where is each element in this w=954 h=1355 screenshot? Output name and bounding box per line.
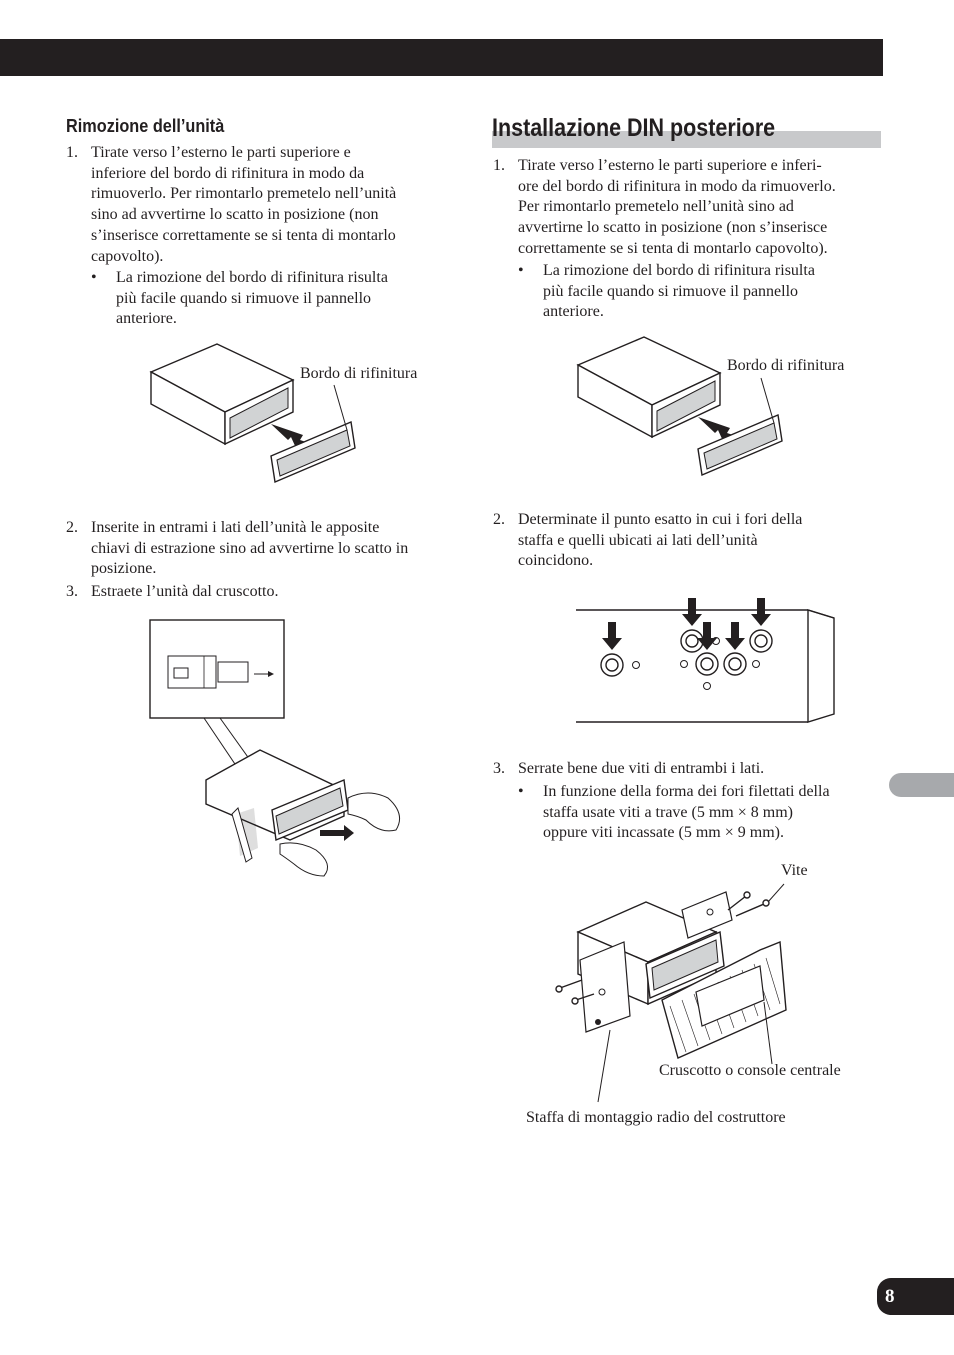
line: Inserite in entrami i lati dell’unità le apposite (91, 519, 380, 536)
line: anteriore. (116, 310, 177, 328)
line: correttamente se si tenta di montarlo capovolto). (518, 239, 828, 257)
step-text (91, 518, 408, 580)
dashboard-label: Cruscotto o console centrale (659, 1062, 841, 1079)
step-text: Estraete l’unità dal cruscotto. (91, 583, 279, 600)
step-number: 1. (493, 157, 505, 174)
removal-step-2 (66, 518, 466, 583)
line: La rimozione del bordo di rifinitura risulta (116, 269, 388, 286)
line: Tirate verso l’esterno le parti superiore e inferi- (518, 157, 822, 174)
removal-step-1 (66, 143, 466, 273)
step-text: Serrate bene due viti di entrambi i lati. (518, 760, 765, 777)
removal-bullet-1 (91, 268, 461, 333)
step-number: 2. (493, 511, 505, 528)
line: più facile quando si rimuove il pannello (543, 282, 799, 300)
line: Determinate il punto esatto in cui i fori della (518, 511, 803, 528)
line: avvertirne lo scatto in posizione (non s’inserisce (518, 219, 828, 237)
trim-ring-label-right: Bordo di rifinitura (727, 357, 845, 374)
line: In funzione della forma dei fori filettati della (543, 783, 830, 800)
header-bar (0, 39, 883, 76)
step-number: 2. (66, 519, 78, 536)
line: staffa usate viti a trave (5 mm × 8 mm) (543, 803, 793, 821)
hole-alignment-figure (576, 596, 838, 726)
step-text (518, 510, 802, 572)
step-number: 1. (66, 144, 78, 161)
line: capovolto). (91, 247, 164, 265)
trim-ring-label-left: Bordo di rifinitura (300, 365, 418, 382)
line: s’inserisce correttamente se si tenta di montarlo (91, 226, 396, 244)
line: La rimozione del bordo di rifinitura risulta (543, 262, 815, 279)
bullet-mark: • (518, 783, 524, 800)
step-text (91, 143, 396, 267)
line: rimuoverlo. Per rimontarlo premetelo nell’unità (91, 185, 397, 203)
line: inferiore del bordo di rifinitura in modo da (91, 164, 365, 182)
line: più facile quando si rimuove il pannello (116, 289, 372, 307)
extraction-keys-figure (148, 618, 418, 883)
line: coincidono. (518, 552, 594, 570)
step-number: 3. (493, 760, 505, 777)
din-bullet-1 (518, 261, 888, 326)
line: Per rimontarlo premetelo nell’unità sino ad (518, 198, 794, 216)
section-heading-removal: Rimozione dell’unità (66, 115, 225, 136)
din-step-2 (493, 510, 893, 575)
step-text (518, 156, 836, 260)
section-heading-din-rear: Installazione DIN posteriore (492, 114, 776, 142)
line: Tirate verso l’esterno le parti superiore e (91, 144, 351, 161)
line: posizione. (91, 560, 157, 578)
bullet-text (543, 782, 830, 844)
trim-ring-removal-figure (145, 340, 445, 495)
screw-label: Vite (781, 862, 808, 879)
step-number: 3. (66, 583, 78, 600)
din-step-3 (493, 759, 893, 781)
removal-step-3 (66, 582, 466, 604)
line: ore del bordo di rifinitura in modo da rimuoverlo. (518, 177, 836, 195)
line: staffa e quelli ubicati ai lati dell’unità (518, 531, 758, 549)
bullet-text (543, 261, 815, 323)
line: chiavi di estrazione sino ad avvertirne lo scatto in (91, 539, 409, 557)
din-bullet-3 (518, 782, 888, 847)
section-tab (889, 773, 954, 797)
page-number: 8 (877, 1278, 954, 1315)
bullet-mark: • (518, 262, 524, 279)
din-step-1 (493, 156, 893, 266)
line: anteriore. (543, 303, 604, 321)
bullet-text (116, 268, 388, 330)
line: oppure viti incassate (5 mm × 9 mm). (543, 824, 784, 842)
line: sino ad avvertirne lo scatto in posizione (non (91, 206, 379, 224)
bracket-label: Staffa di montaggio radio del costruttore (526, 1109, 786, 1126)
bullet-mark: • (91, 269, 97, 286)
